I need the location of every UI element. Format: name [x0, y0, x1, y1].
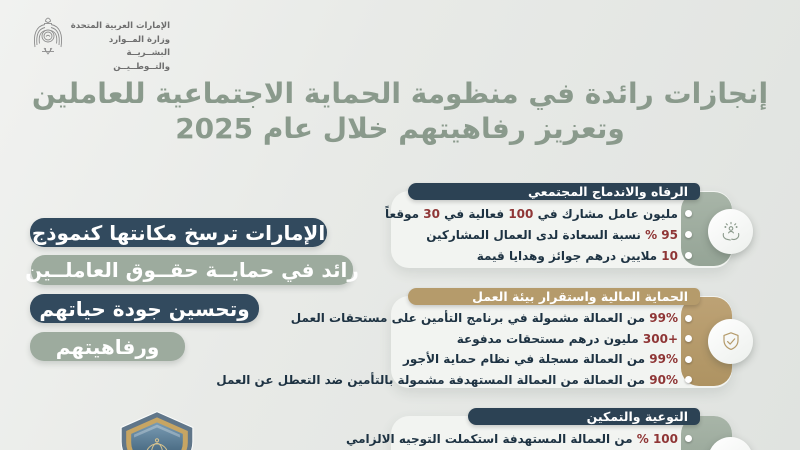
bullet-dot-icon — [685, 376, 692, 383]
care-hands-icon — [718, 219, 744, 245]
bullet-text: 90% من العمالة من العمالة المستهدفة مشمولة بالتأمين ضد التعطل عن العمل — [216, 372, 678, 387]
bullet-text: 99% من العمالة مسجلة في نظام حماية الأجور — [402, 352, 678, 367]
page-title — [0, 76, 800, 146]
bullet-item — [403, 349, 692, 370]
bullet-text: 10 ملايين درهم جوائز وهدايا قيمة — [476, 248, 678, 263]
logo-text-line: الإمارات العربية المتحدة — [70, 21, 170, 31]
bullet-dot-icon — [685, 315, 692, 322]
logo-text-line: والتــوطــيــن — [113, 61, 170, 72]
bullet-item — [457, 329, 692, 350]
bullet-text: مليون عامل مشارك في 100 فعالية في 30 موقعاً — [384, 206, 678, 221]
orientation-target-icon — [718, 447, 744, 450]
highlight-pill-3: وتحسين جودة حياتهم — [30, 294, 259, 323]
bullet-item — [477, 245, 692, 266]
highlight-pill-4: ورفاهيتهم — [30, 332, 185, 361]
bullet-item — [291, 308, 692, 329]
section-header-financial: الحماية المالية واستقرار بيئة العمل — [408, 288, 700, 305]
bullet-text: 95 % نسبة السعادة لدى العمال المشاركين — [426, 227, 678, 242]
title-line-1: إنجازات رائدة في منظومة الحماية الاجتماعية للعاملين — [31, 77, 769, 110]
bullet-list-financial — [216, 308, 692, 390]
ministry-name — [70, 20, 170, 74]
bullet-dot-icon — [685, 335, 692, 342]
section-header-welfare: الرفاه والاندماج المجتمعي — [408, 183, 700, 200]
bullet-dot-icon — [685, 252, 692, 259]
logo-text-line: وزارة المــوارد البشــريــة — [108, 34, 170, 58]
bullet-dot-icon — [685, 231, 692, 238]
bullet-dot-icon — [685, 435, 692, 442]
bullet-item — [426, 224, 692, 245]
bullet-text: 100 % من العمالة المستهدفة استكملت التوجيه الالزامي — [345, 431, 678, 446]
bullet-item — [216, 370, 692, 391]
title-line-2: وتعزيز رفاهيتهم خلال عام 2025 — [175, 112, 625, 145]
section-header-awareness: التوعية والتمكين — [468, 408, 700, 425]
bullet-list-welfare — [385, 203, 692, 266]
shield-check-icon — [718, 329, 744, 355]
bullet-list-awareness — [346, 428, 692, 449]
icon-badge-welfare — [708, 209, 753, 254]
bullet-dot-icon — [685, 356, 692, 363]
bullet-text: 99% من العمالة مشمولة في برنامج التأمين على مستحقات العمل — [290, 311, 678, 326]
bullet-text: +300 مليون درهم مستحقات مدفوعة — [456, 331, 678, 346]
icon-badge-financial — [708, 319, 753, 364]
bullet-item — [346, 428, 692, 449]
uae-falcon-emblem-icon — [28, 14, 68, 62]
highlight-pill-1: الإمارات ترسخ مكانتها كنموذج — [30, 218, 327, 247]
protection-shield-emblem — [114, 410, 200, 450]
bullet-dot-icon — [685, 210, 692, 217]
bullet-item — [385, 203, 692, 224]
highlight-pill-2: رائد في حمايــة حقــوق العاملــين — [31, 255, 353, 285]
